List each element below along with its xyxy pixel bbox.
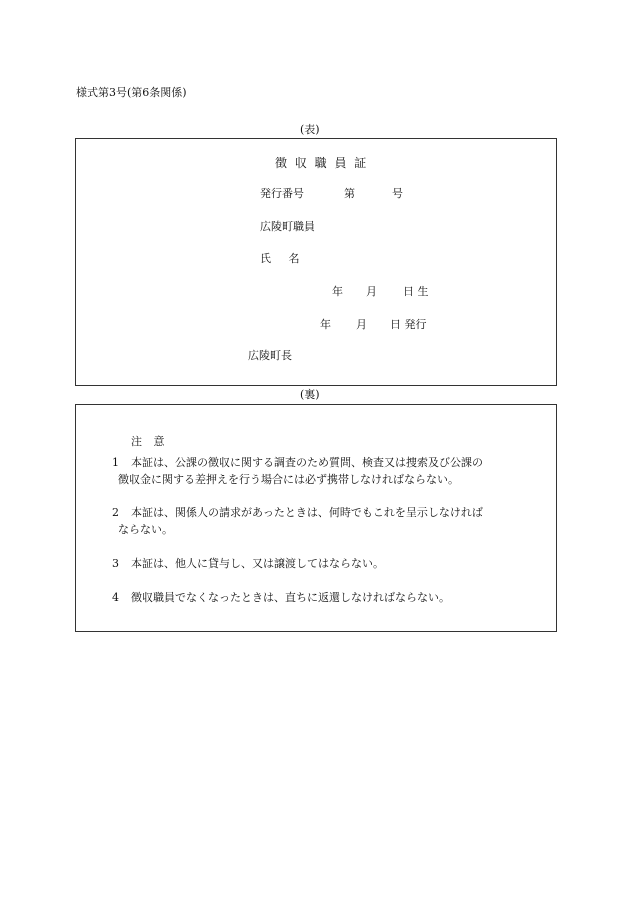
note-number: 4 xyxy=(112,591,119,604)
issuer: 広陵町長 xyxy=(248,349,292,362)
birth-month: 月 xyxy=(366,285,377,298)
issue-number-label: 発行番号 xyxy=(260,187,304,200)
name-label: 氏 名 xyxy=(260,252,300,265)
birth-day: 日 生 xyxy=(403,285,429,298)
department-label: 広陵町職員 xyxy=(260,220,315,233)
issue-number-prefix: 第 xyxy=(344,187,355,200)
note-line: 本証は、公課の徴収に関する調査のため質問、検査又は捜索及び公課の xyxy=(131,456,483,469)
front-card xyxy=(75,138,557,386)
birth-year: 年 xyxy=(332,285,343,298)
note-number: 3 xyxy=(112,557,119,570)
form-label: 様式第3号(第6条関係) xyxy=(76,86,187,99)
issued-year: 年 xyxy=(320,318,331,331)
note-line: 徴収職員でなくなったときは、直ちに返還しなければならない。 xyxy=(131,591,450,604)
note-number: 1 xyxy=(112,456,119,469)
back-side-label: (裏) xyxy=(300,388,320,401)
note-line: 本証は、他人に貸与し、又は譲渡してはならない。 xyxy=(131,557,384,570)
issue-number-suffix: 号 xyxy=(392,187,403,200)
front-side-label: (表) xyxy=(300,123,320,136)
card-title: 徴 収 職 員 証 xyxy=(275,156,369,170)
note-line: ならない。 xyxy=(118,523,173,536)
note-line: 本証は、関係人の請求があったときは、何時でもこれを呈示しなければ xyxy=(131,506,483,519)
issued-day: 日 発行 xyxy=(390,318,427,331)
back-card xyxy=(75,404,557,632)
notes-title: 注 意 xyxy=(131,435,165,448)
note-number: 2 xyxy=(112,506,119,519)
note-line: 徴収金に関する差押えを行う場合には必ず携帯しなければならない。 xyxy=(118,473,459,486)
issued-month: 月 xyxy=(356,318,367,331)
